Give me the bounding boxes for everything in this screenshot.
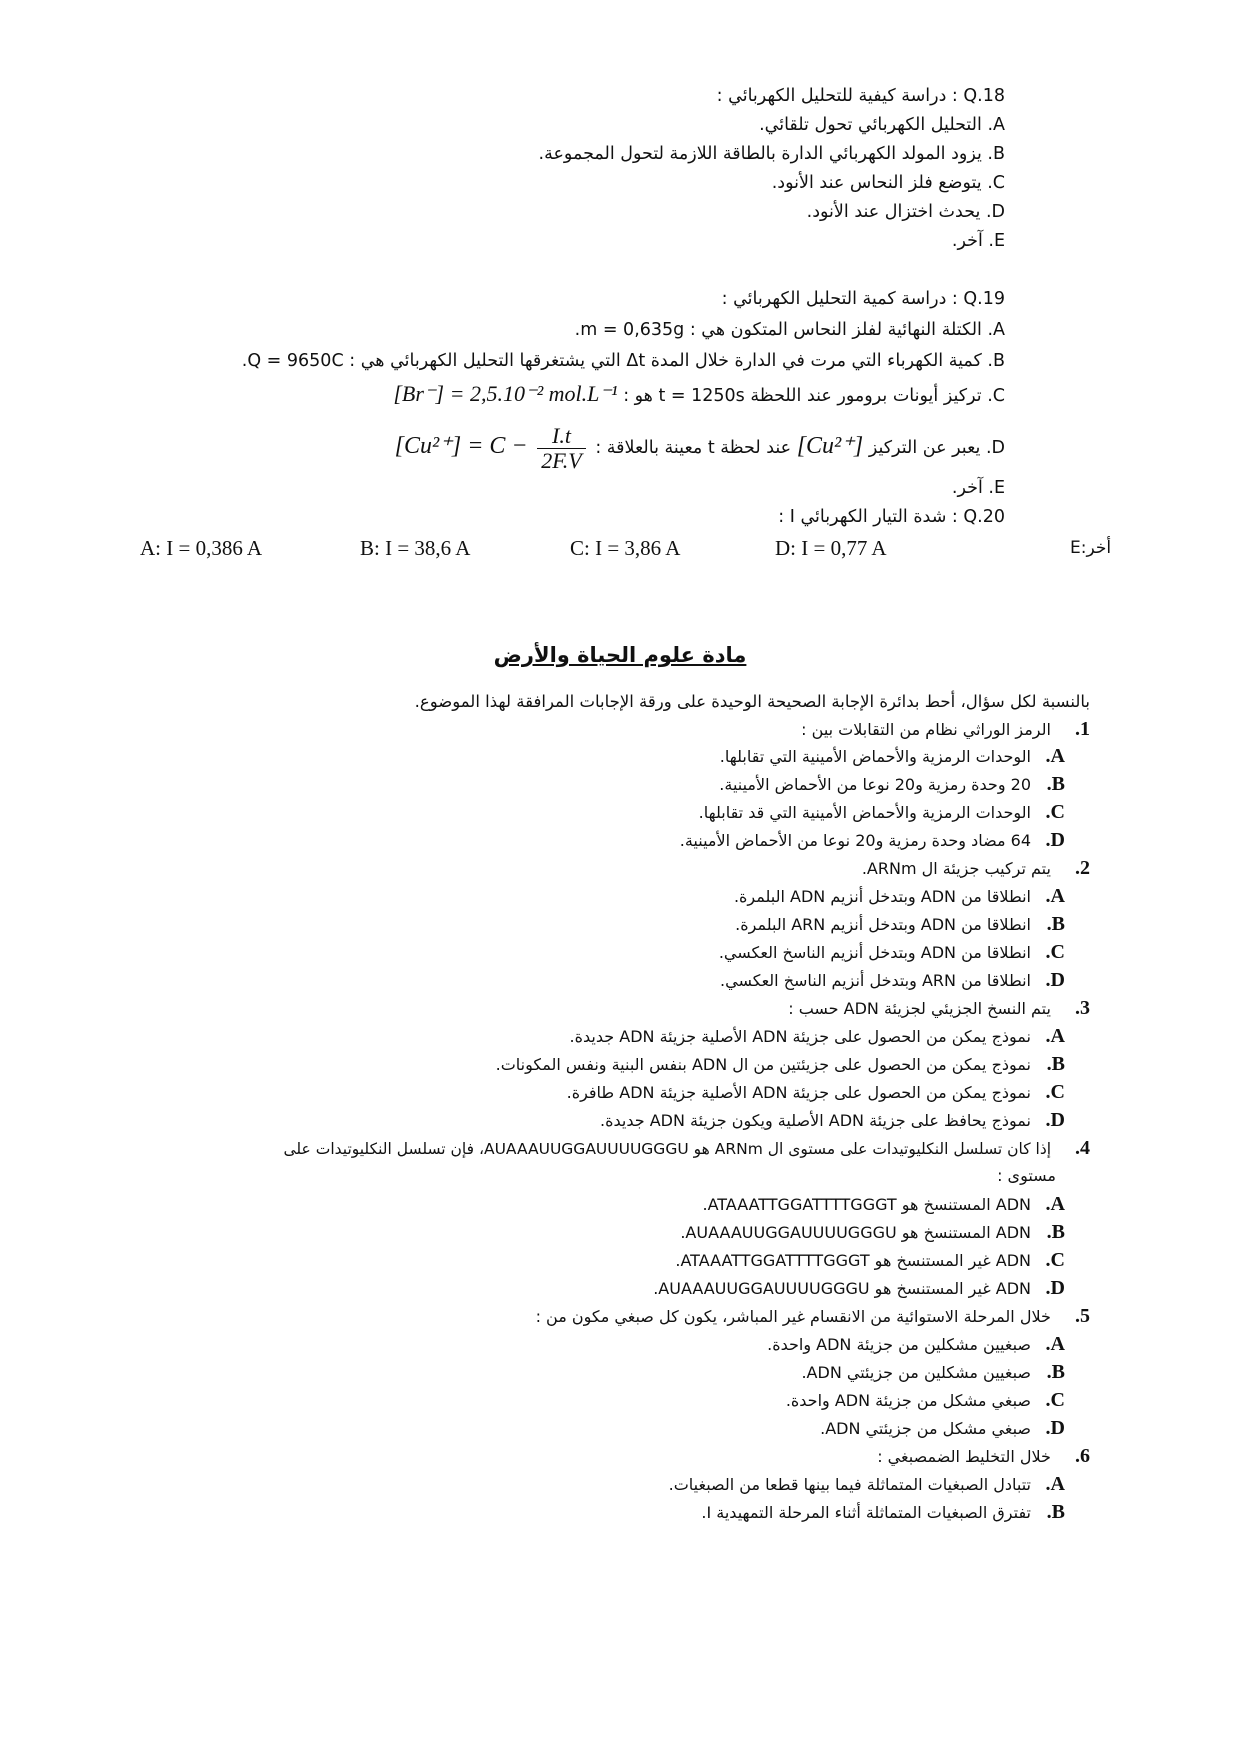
svt-q2-option-b: [735, 911, 1065, 938]
q19-option-c: [393, 380, 1005, 410]
q19-option-a: A. الكتلة النهائية لفلز النحاس المتكون هي : m = 0,635g.: [574, 320, 1005, 340]
svt-q1-stem: [801, 716, 1090, 743]
svt-q1-option-c: [699, 799, 1065, 826]
option-label: B.: [1046, 913, 1065, 935]
option-text: نموذج يمكن من الحصول على جزيئتين من ال ADN بنفس البنية ونفس المكونات.: [495, 1055, 1031, 1074]
option-text: انطلاقا من ADN وبتدخل أنزيم ARN البلمرة.: [735, 915, 1031, 934]
svt-q5-option-a: [767, 1331, 1065, 1358]
q20-answer-d: D: I = 0,77 A: [775, 536, 887, 560]
svt-q1-text: الرمز الوراثي نظام من التقابلات بين :: [801, 720, 1051, 739]
option-label: C.: [1045, 1389, 1065, 1411]
option-label: C.: [1045, 941, 1065, 963]
option-label: C.: [1045, 1249, 1065, 1271]
q18-option-d: D. يحدث اختزال عند الأنود.: [806, 202, 1005, 222]
q19-formula-lhs: [Cu²⁺] = C −: [394, 433, 528, 459]
svt-q4-option-d: [653, 1275, 1065, 1302]
option-text: ADN غير المستنسخ هو ATAAATTGGATTTTGGGT.: [675, 1251, 1031, 1270]
svt-q6-option-a: [669, 1471, 1065, 1498]
q19-option-d-text2: عند لحظة t معينة بالعلاقة :: [595, 438, 792, 458]
svt-q4-stem-continued: مستوى :: [997, 1166, 1056, 1185]
option-label: A.: [1045, 1473, 1065, 1495]
q19-option-d-species: [Cu²⁺]: [796, 433, 864, 459]
option-text: نموذج يمكن من الحصول على جزيئة ADN الأصلية جزيئة ADN طافرة.: [566, 1083, 1031, 1102]
option-text: ADN المستنسخ هو ATAAATTGGATTTTGGGT.: [702, 1195, 1031, 1214]
svt-q6-text: خلال التخليط الضمصبغي :: [877, 1447, 1051, 1466]
q18-option-e: E. آخر.: [951, 231, 1005, 251]
option-label: B.: [1046, 1501, 1065, 1523]
svt-q5-text: خلال المرحلة الاستوائية من الانقسام غير المباشر، يكون كل صبغي مكون من :: [535, 1307, 1051, 1326]
option-text: الوحدات الرمزية والأحماض الأمينية التي تقابلها.: [719, 747, 1031, 766]
svt-q3-stem: [788, 995, 1090, 1022]
q19-option-c-text: C. تركيز أيونات برومور عند اللحظة t = 1250s هو :: [623, 386, 1005, 406]
option-label: B.: [1046, 773, 1065, 795]
svt-q6-stem: [877, 1443, 1090, 1470]
option-label: A.: [1045, 885, 1065, 907]
option-label: B.: [1046, 1361, 1065, 1383]
option-text: تتبادل الصبغيات المتماثلة فيما بينها قطعا من الصبغيات.: [668, 1475, 1031, 1494]
option-text: انطلاقا من ADN وبتدخل أنزيم الناسخ العكسي.: [718, 943, 1031, 962]
q19-option-e: E. آخر.: [951, 478, 1005, 498]
option-text: انطلاقا من ADN وبتدخل أنزيم ADN البلمرة.: [733, 887, 1031, 906]
svt-q3-option-a: [570, 1023, 1065, 1050]
q20-answer-c: C: I = 3,86 A: [570, 536, 681, 560]
option-label: C.: [1045, 1081, 1065, 1103]
svt-q3-option-d: [600, 1107, 1065, 1134]
q19-option-d: [395, 418, 1005, 476]
q19-stem: Q.19 : دراسة كمية التحليل الكهربائي :: [721, 289, 1005, 309]
svt-q2-number: 2.: [1075, 857, 1090, 879]
q19-formula-fraction: [537, 424, 586, 473]
q18-option-c: C. يتوضع فلز النحاس عند الأنود.: [771, 173, 1005, 193]
svt-q3-option-c: [567, 1079, 1065, 1106]
option-text: صبغيين مشكلين من جزيئتي ADN.: [801, 1363, 1031, 1382]
svt-q2-stem: [862, 855, 1090, 882]
svt-q4-option-b: [680, 1219, 1065, 1246]
svt-q4-option-c: [675, 1247, 1065, 1274]
svt-q6-option-b: [701, 1499, 1065, 1526]
q20-answer-b: B: I = 38,6 A: [360, 536, 471, 560]
svt-q1-option-d: [680, 827, 1065, 854]
svt-q5-stem: [536, 1303, 1090, 1330]
option-label: A.: [1045, 745, 1065, 767]
svt-q1-option-a: [720, 743, 1065, 770]
q19-option-b: B. كمية الكهرباء التي مرت في الدارة خلال المدة Δt التي يشتغرقها التحليل الكهربائي هي : Q = 9650C.: [241, 351, 1005, 371]
option-label: C.: [1045, 801, 1065, 823]
q20-answer-e: أخر:E: [1070, 538, 1112, 558]
option-text: صبغي مشكل من جزيئتي ADN.: [820, 1419, 1031, 1438]
instruction: بالنسبة لكل سؤال، أحط بدائرة الإجابة الصحيحة الوحيدة على ورقة الإجابات المرافقة لهذا الموضوع.: [414, 692, 1090, 711]
section-title: مادة علوم الحياة والأرض: [493, 643, 747, 667]
option-label: D.: [1045, 1277, 1065, 1299]
svt-q3-text: يتم النسخ الجزيئي لجزيئة ADN حسب :: [788, 999, 1051, 1018]
svt-q6-number: 6.: [1075, 1445, 1090, 1467]
option-label: B.: [1046, 1221, 1065, 1243]
option-text: نموذج يمكن من الحصول على جزيئة ADN الأصلية جزيئة ADN جديدة.: [569, 1027, 1031, 1046]
option-label: A.: [1045, 1333, 1065, 1355]
option-label: B.: [1046, 1053, 1065, 1075]
q18-option-a: A. التحليل الكهربائي تحول تلقائي.: [759, 115, 1005, 135]
option-label: D.: [1045, 1109, 1065, 1131]
option-label: D.: [1045, 1417, 1065, 1439]
option-text: تفترق الصبغيات المتماثلة أثناء المرحلة التمهيدية I.: [701, 1503, 1031, 1522]
q19-option-c-formula: [Br⁻] = 2,5.10⁻² mol.L⁻¹: [393, 381, 618, 406]
svt-q2-option-d: [720, 967, 1065, 994]
option-text: ADN المستنسخ هو AUAAAUUGGAUUUUGGGU.: [680, 1223, 1031, 1242]
svt-q5-number: 5.: [1075, 1305, 1090, 1327]
svt-q4-option-a: [702, 1191, 1065, 1218]
option-label: D.: [1045, 829, 1065, 851]
option-text: 64 مضاد وحدة رمزية و20 نوعا من الأحماض الأمينية.: [679, 831, 1031, 850]
option-text: 20 وحدة رمزية و20 نوعا من الأحماض الأمينية.: [719, 775, 1031, 794]
svt-q1-option-b: [719, 771, 1065, 798]
svt-q5-option-d: [820, 1415, 1065, 1442]
q19-option-d-formula: [395, 418, 590, 476]
q19-formula-numerator: I.t: [537, 424, 586, 449]
svt-q2-option-a: [734, 883, 1065, 910]
option-text: ADN غير المستنسخ هو AUAAAUUGGAUUUUGGGU.: [653, 1279, 1031, 1298]
svt-q4-number: 4.: [1075, 1137, 1090, 1159]
svt-q4-stem: [284, 1135, 1091, 1162]
q18-stem: Q.18 : دراسة كيفية للتحليل الكهربائي :: [716, 86, 1005, 106]
q19-formula-denominator: 2F.V: [541, 447, 582, 473]
q18-option-b: B. يزود المولد الكهربائي الدارة بالطاقة اللازمة لتحول المجموعة.: [538, 144, 1005, 164]
q20-answers: [140, 534, 1130, 564]
option-label: D.: [1045, 969, 1065, 991]
svt-q2-text: يتم تركيب جزيئة ال ARNm.: [861, 859, 1051, 878]
q19-option-d-text: D. يعبر عن التركيز: [868, 438, 1005, 458]
svt-q1-number: 1.: [1075, 718, 1090, 740]
svt-q5-option-b: [801, 1359, 1065, 1386]
q20-stem: Q.20 : شدة التيار الكهربائي I :: [778, 507, 1005, 527]
option-label: A.: [1045, 1025, 1065, 1047]
option-text: انطلاقا من ARN وبتدخل أنزيم الناسخ العكسي.: [720, 971, 1031, 990]
svt-q2-option-c: [719, 939, 1065, 966]
svt-q3-number: 3.: [1075, 997, 1090, 1019]
option-text: الوحدات الرمزية والأحماض الأمينية التي قد تقابلها.: [698, 803, 1031, 822]
option-label: A.: [1045, 1193, 1065, 1215]
svt-q4-text: إذا كان تسلسل النكليوتيدات على مستوى ال ARNm هو AUAAAUUGGAUUUUGGGU، فإن تسلسل النكليوتيدات على: [283, 1140, 1052, 1158]
q20-answer-a: A: I = 0,386 A: [140, 536, 263, 560]
svt-q5-option-c: [786, 1387, 1065, 1414]
option-text: نموذج يحافظ على جزيئة ADN الأصلية ويكون جزيئة ADN جديدة.: [600, 1111, 1031, 1130]
option-text: صبغي مشكل من جزيئة ADN واحدة.: [785, 1391, 1031, 1410]
option-text: صبغيين مشكلين من جزيئة ADN واحدة.: [767, 1335, 1031, 1354]
svt-q3-option-b: [496, 1051, 1065, 1078]
